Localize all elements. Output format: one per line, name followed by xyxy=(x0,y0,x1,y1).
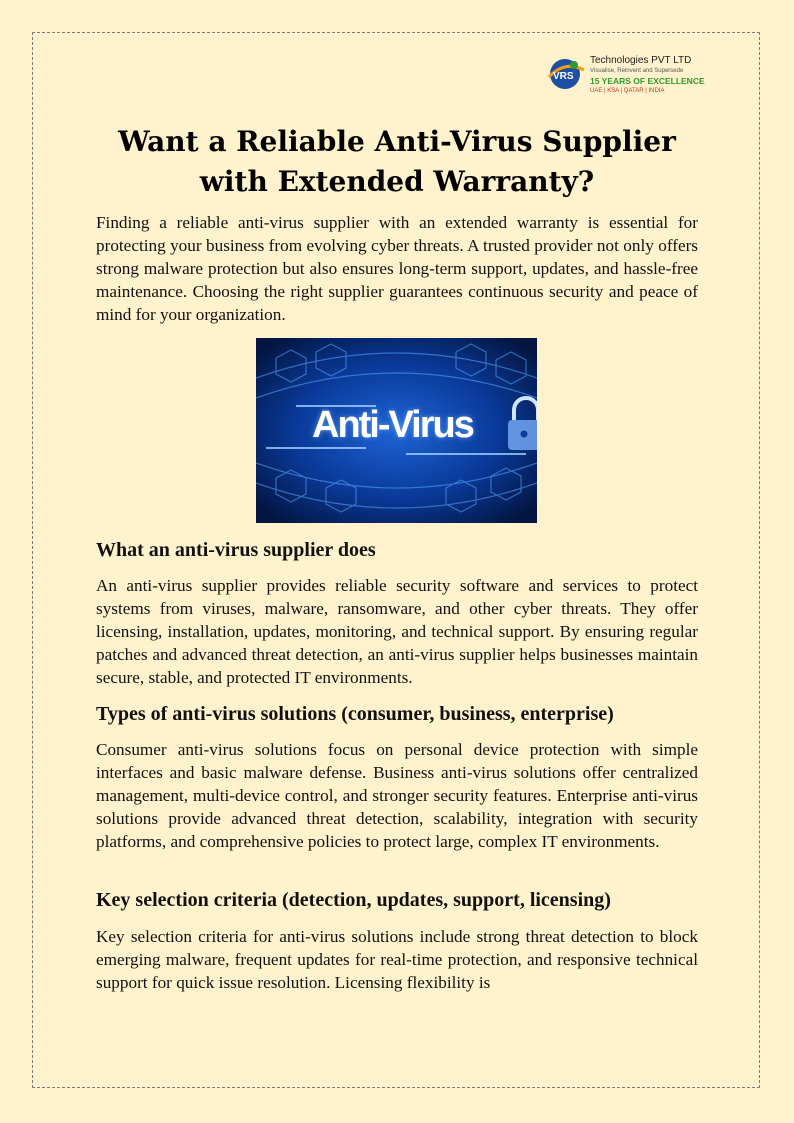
company-logo[interactable] xyxy=(544,52,704,98)
page-title xyxy=(60,122,734,202)
section-body-2: Consumer anti-virus solutions focus on personal device protection with simple interfaces and basic malware defense. Business anti-virus solutions offer centralized management, multi-device control, and stronger security features. Enterprise anti-virus solutions provide advanced threat detection, scalability, integration with security platforms, and comprehensive policies to protect large, complex IT environments. xyxy=(96,740,698,851)
section-body-1: An anti-virus supplier provides reliable security software and services to protect systems from viruses, malware, ransomware, and other cyber threats. They offer licensing, installation, updates, monitoring, and technical support. By ensuring regular patches and advanced threat detection, an anti-virus supplier helps businesses maintain secure, stable, and protected IT environments. xyxy=(96,576,698,687)
banner-text: Anti-Virus xyxy=(312,404,473,446)
vrs-logo-icon xyxy=(544,52,588,96)
logo-regions: UAE | KSA | QATAR | INDIA xyxy=(590,88,665,94)
section-heading-3: Key selection criteria (detection, updates, support, licensing) xyxy=(96,889,611,911)
section-body-3: Key selection criteria for anti-virus solutions include strong threat detection to block emerging malware, frequent updates for real-time protection, and responsive technical support for quick issue resolution. Licensing flexibility is xyxy=(96,927,698,992)
logo-tagline: Visualise, Reinvent and Supersede xyxy=(590,68,684,74)
logo-excellence: 15 YEARS OF EXCELLENCE xyxy=(590,76,705,86)
logo-company-name: Technologies PVT LTD xyxy=(590,55,692,66)
anti-virus-banner-image xyxy=(256,338,537,523)
section-heading-1: What an anti-virus supplier does xyxy=(96,539,376,561)
logo-monogram: VRS xyxy=(553,71,574,82)
intro-paragraph: Finding a reliable anti-virus supplier with an extended warranty is essential for protecting your business from evolving cyber threats. A trusted provider not only offers strong malware protection but also ensures long-term support, updates, and hassle-free maintenance. Choosing the right supplier guarantees continuous security and peace of mind for your organization. xyxy=(96,213,698,324)
title-line-1: Want a Reliable Anti-Virus Supplier xyxy=(118,125,676,158)
section-heading-2: Types of anti-virus solutions (consumer, business, enterprise) xyxy=(96,703,614,725)
title-line-2: with Extended Warranty? xyxy=(199,165,595,198)
